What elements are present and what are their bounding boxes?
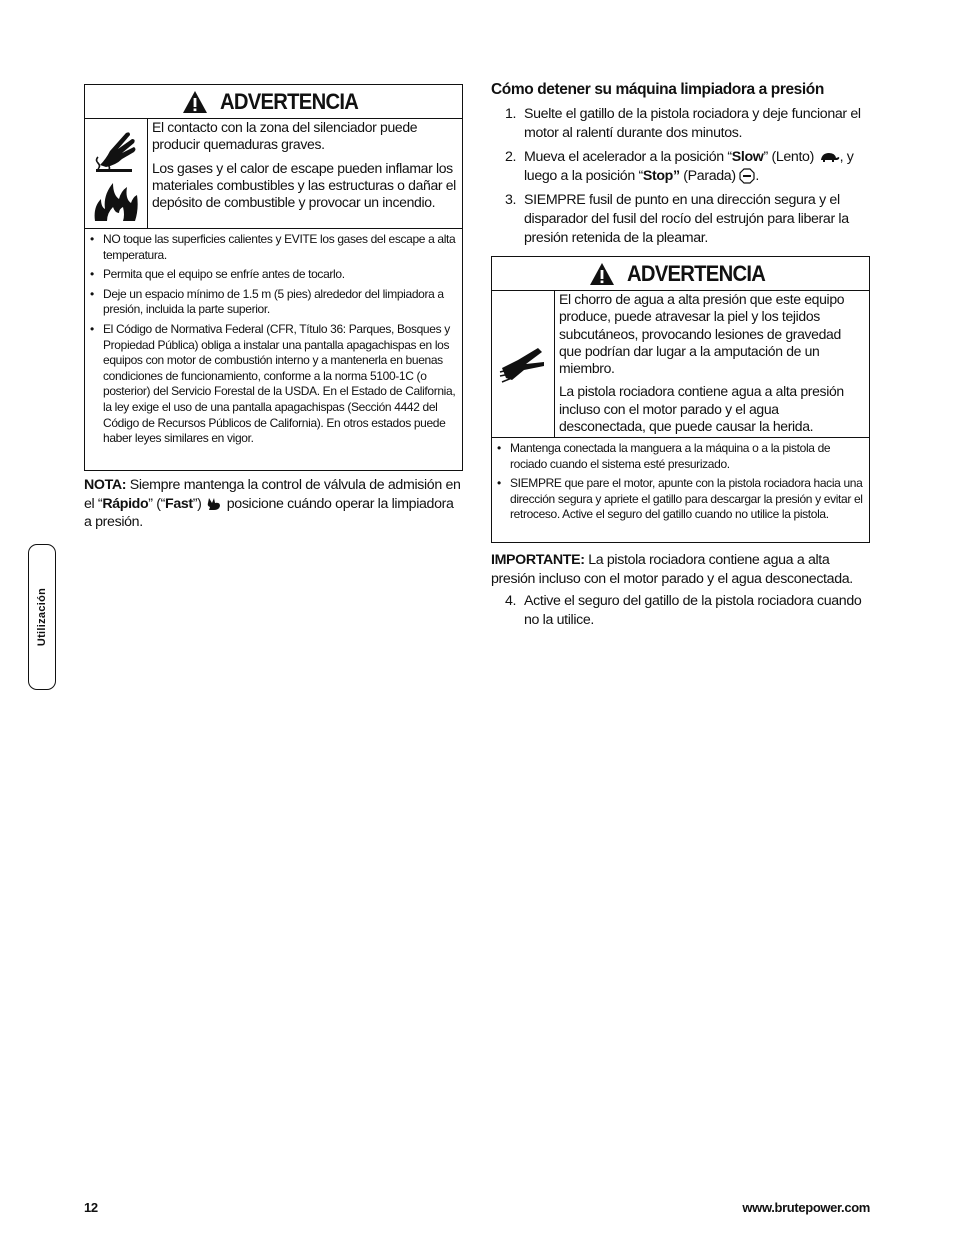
warning-box-injection	[491, 256, 870, 543]
step-text: , y luego a la posición “	[524, 149, 854, 184]
warning-text	[148, 119, 462, 228]
warning-header	[492, 257, 869, 291]
side-tab	[28, 544, 56, 690]
list-item: • NO toque las superficies calientes y EVITE los gases del escape a alta temperatura.	[103, 232, 456, 263]
warning-title: ADVERTENCIA	[220, 88, 359, 114]
steps-list-2	[491, 592, 871, 635]
footer-url: www.brutepower.com	[742, 1200, 870, 1215]
section-heading: Cómo detener su máquina limpiadora a presión	[491, 81, 824, 98]
step-text: SIEMPRE fusil de punto en una dirección segura y el disparador del fusil del rocío del estrujón para liberar la presión retenida de la pleamar.	[524, 192, 849, 246]
note-paragraph	[84, 476, 464, 532]
steps-list	[491, 105, 871, 253]
high-pressure-injection-icon	[498, 342, 548, 386]
list-item: • Mantenga conectada la manguera a la máquina o a la pistola de rociado cuando el sistema esté presurizado.	[510, 441, 863, 472]
important-paragraph	[491, 551, 873, 588]
note-text: ”)	[192, 495, 206, 512]
step-number: 3.	[505, 192, 517, 208]
step-number: 1.	[505, 106, 517, 122]
fire-icon	[91, 177, 141, 223]
list-item: • Permita que el equipo se enfríe antes de tocarlo.	[103, 267, 456, 283]
warning-box-burn	[84, 84, 463, 471]
step-text: Suelte el gatillo de la pistola rociadora y deje funcionar el motor al ralentí durante dos minutos.	[524, 106, 861, 141]
step-item	[491, 592, 871, 630]
page-number: 12	[84, 1200, 98, 1215]
step-text: Mueva el acelerador a la posición “	[524, 149, 732, 165]
step-number: 2.	[505, 149, 517, 165]
warning-icons	[492, 291, 555, 437]
step-number: 4.	[505, 593, 517, 609]
important-label: IMPORTANTE:	[491, 552, 585, 568]
step-item	[491, 191, 871, 248]
note-text: Siempre mantenga la control de válvula de admisión en el “	[84, 477, 461, 512]
warning-text-1: El contacto con la zona del silenciador puede producir quemaduras graves.	[152, 119, 418, 153]
warning-title: ADVERTENCIA	[627, 260, 766, 286]
warning-header	[85, 85, 462, 119]
step-text: (Parada)	[679, 168, 740, 184]
warning-text	[555, 291, 869, 437]
stop-icon	[739, 168, 755, 184]
warning-text-2: La pistola rociadora contiene agua a alta presión incluso con el motor parado y el agua desconectada, que puede causar la herida.	[559, 383, 844, 435]
hot-surface-hand-icon	[92, 125, 140, 173]
warning-body	[85, 119, 462, 229]
important-text: La pistola rociadora contiene agua a alta presión incluso con el motor parado y el agua desconectada.	[491, 552, 853, 587]
warning-bullets	[85, 229, 462, 456]
step-item	[491, 105, 871, 143]
note-text: posicione cuándo operar la limpiadora a presión.	[84, 495, 454, 531]
note-text: ” (“	[148, 495, 166, 512]
step-item	[491, 148, 871, 186]
step-text: Active el seguro del gatillo de la pistola rociadora cuando no la utilice.	[524, 593, 862, 628]
list-item: • SIEMPRE que pare el motor, apunte con la pistola rociadora hacia una dirección segura y apriete el gatillo para descargar la presión y evitar el retroceso. Active el seguro del gatillo cuando no utilice la pistola.	[510, 476, 863, 523]
step-bold: Stop”	[642, 168, 680, 184]
list-item: • Deje un espacio mínimo de 1.5 m (5 pies) alrededor del limpiadora a presión, incluida la parte superior.	[103, 287, 456, 318]
warning-icons	[85, 119, 148, 228]
rabbit-fast-icon	[205, 496, 223, 512]
warning-triangle-icon	[589, 262, 615, 286]
side-tab-label: Utilización	[36, 587, 48, 647]
step-text: .	[755, 168, 759, 184]
note-label: NOTA:	[84, 477, 127, 493]
warning-triangle-icon	[182, 90, 208, 114]
step-text: ” (Lento)	[763, 149, 818, 165]
warning-body	[492, 291, 869, 438]
warning-bullets	[492, 438, 869, 532]
step-bold: Slow	[731, 149, 764, 165]
turtle-slow-icon	[818, 151, 840, 163]
list-item: • El Código de Normativa Federal (CFR, Título 36: Parques, Bosques y Propiedad Pública) obliga a instalar una pantalla apagachispas en los equipos con motor de combustión interno y a mantenerla en buenas condiciones de funcionamiento, conforme a la norma 5100-1C (o posterior) del Servicio Forestal de la USDA. En el Estado de California, la ley exige el uso de una pantalla apagachispas (Sección 4442 del Código de Recursos Públicos de California). En otros estados puede haber leyes similares en vigor.	[103, 322, 456, 447]
note-bold: Rápido	[102, 495, 149, 512]
warning-text-1: El chorro de agua a alta presión que este equipo produce, puede atravesar la piel y los tejidos subcutáneos, provocando lesiones de gravedad que podrían dar lugar a la amputación de un miembro.	[559, 291, 845, 377]
warning-text-2: Los gases y el calor de escape pueden inflamar los materiales combustibles y las estructuras o dañar el depósito de combustible y provocar un incendio.	[152, 159, 456, 211]
note-bold: Fast	[165, 495, 193, 512]
